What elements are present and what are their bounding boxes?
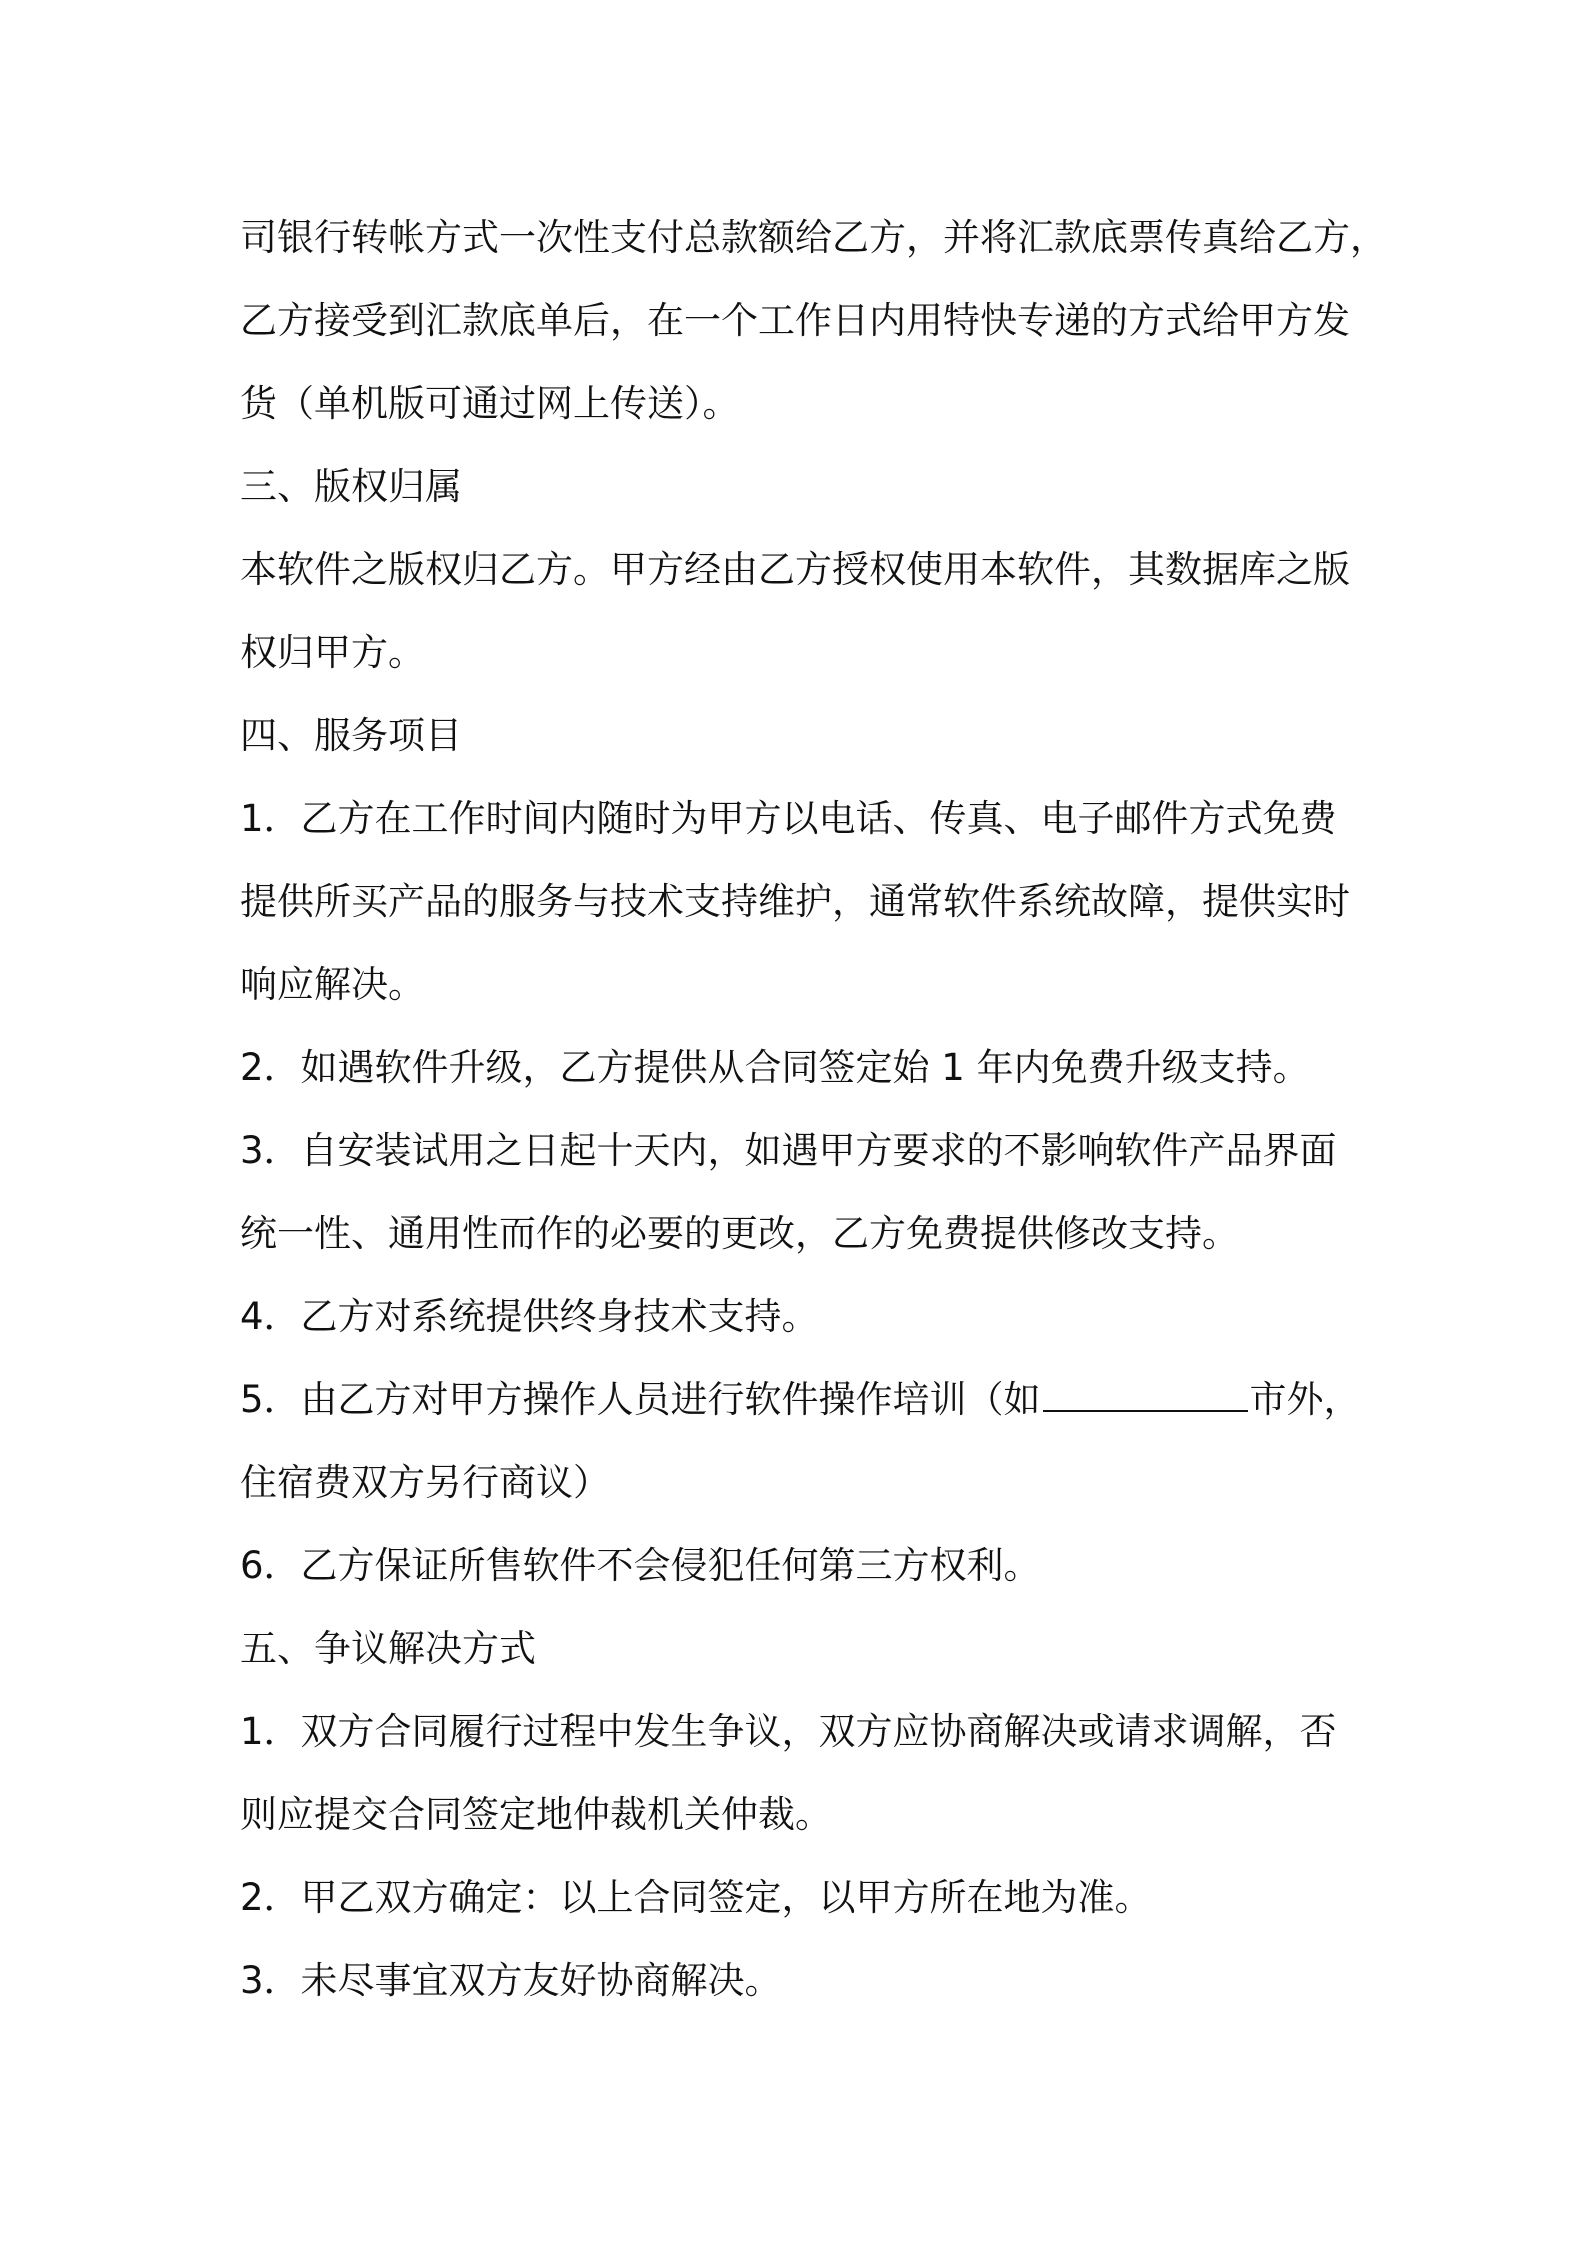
paragraph-line: 则应提交合同签定地仲裁机关仲裁。 [240, 1793, 832, 1836]
section-heading-copyright: 三、版权归属 [240, 465, 462, 508]
service-item-3: 3．自安装试用之日起十天内，如遇甲方要求的不影响软件产品界面 [240, 1129, 1337, 1172]
paragraph-line: 住宿费双方另行商议） [240, 1461, 610, 1504]
paragraph-line: 统一性、通用性而作的必要的更改，乙方免费提供修改支持。 [240, 1212, 1239, 1255]
contract-body [240, 196, 1387, 2022]
fill-in-blank [1043, 1380, 1248, 1412]
paragraph-line: 提供所买产品的服务与技术支持维护，通常软件系统故障，提供实时 [240, 880, 1350, 923]
service-item-2: 2．如遇软件升级，乙方提供从合同签定始 1 年内免费升级支持。 [240, 1046, 1310, 1089]
paragraph-line: 货（单机版可通过网上传送）。 [240, 382, 740, 425]
service-item-1: 1．乙方在工作时间内随时为甲方以电话、传真、电子邮件方式免费 [240, 797, 1337, 840]
dispute-item-3: 3．未尽事宜双方友好协商解决。 [240, 1959, 782, 2002]
section-heading-services: 四、服务项目 [240, 714, 462, 757]
service-item-6: 6．乙方保证所售软件不会侵犯任何第三方权利。 [240, 1544, 1041, 1587]
paragraph-line: 司银行转帐方式一次性支付总款额给乙方，并将汇款底票传真给乙方， [240, 216, 1387, 259]
training-text-before: 5．由乙方对甲方操作人员进行软件操作培训（如 [240, 1378, 1041, 1421]
service-item-4: 4．乙方对系统提供终身技术支持。 [240, 1295, 819, 1338]
paragraph-line: 乙方接受到汇款底单后，在一个工作日内用特快专递的方式给甲方发 [240, 299, 1350, 342]
section-heading-dispute: 五、争议解决方式 [240, 1627, 536, 1670]
service-item-5 [240, 1358, 1361, 1441]
dispute-item-1: 1．双方合同履行过程中发生争议，双方应协商解决或请求调解，否 [240, 1710, 1337, 1753]
paragraph-line: 本软件之版权归乙方。甲方经由乙方授权使用本软件，其数据库之版 [240, 548, 1350, 591]
training-text-after: 市外， [1249, 1378, 1361, 1421]
paragraph-line: 响应解决。 [240, 963, 425, 1006]
dispute-item-2: 2．甲乙双方确定：以上合同签定，以甲方所在地为准。 [240, 1876, 1152, 1919]
paragraph-line: 权归甲方。 [240, 631, 425, 674]
